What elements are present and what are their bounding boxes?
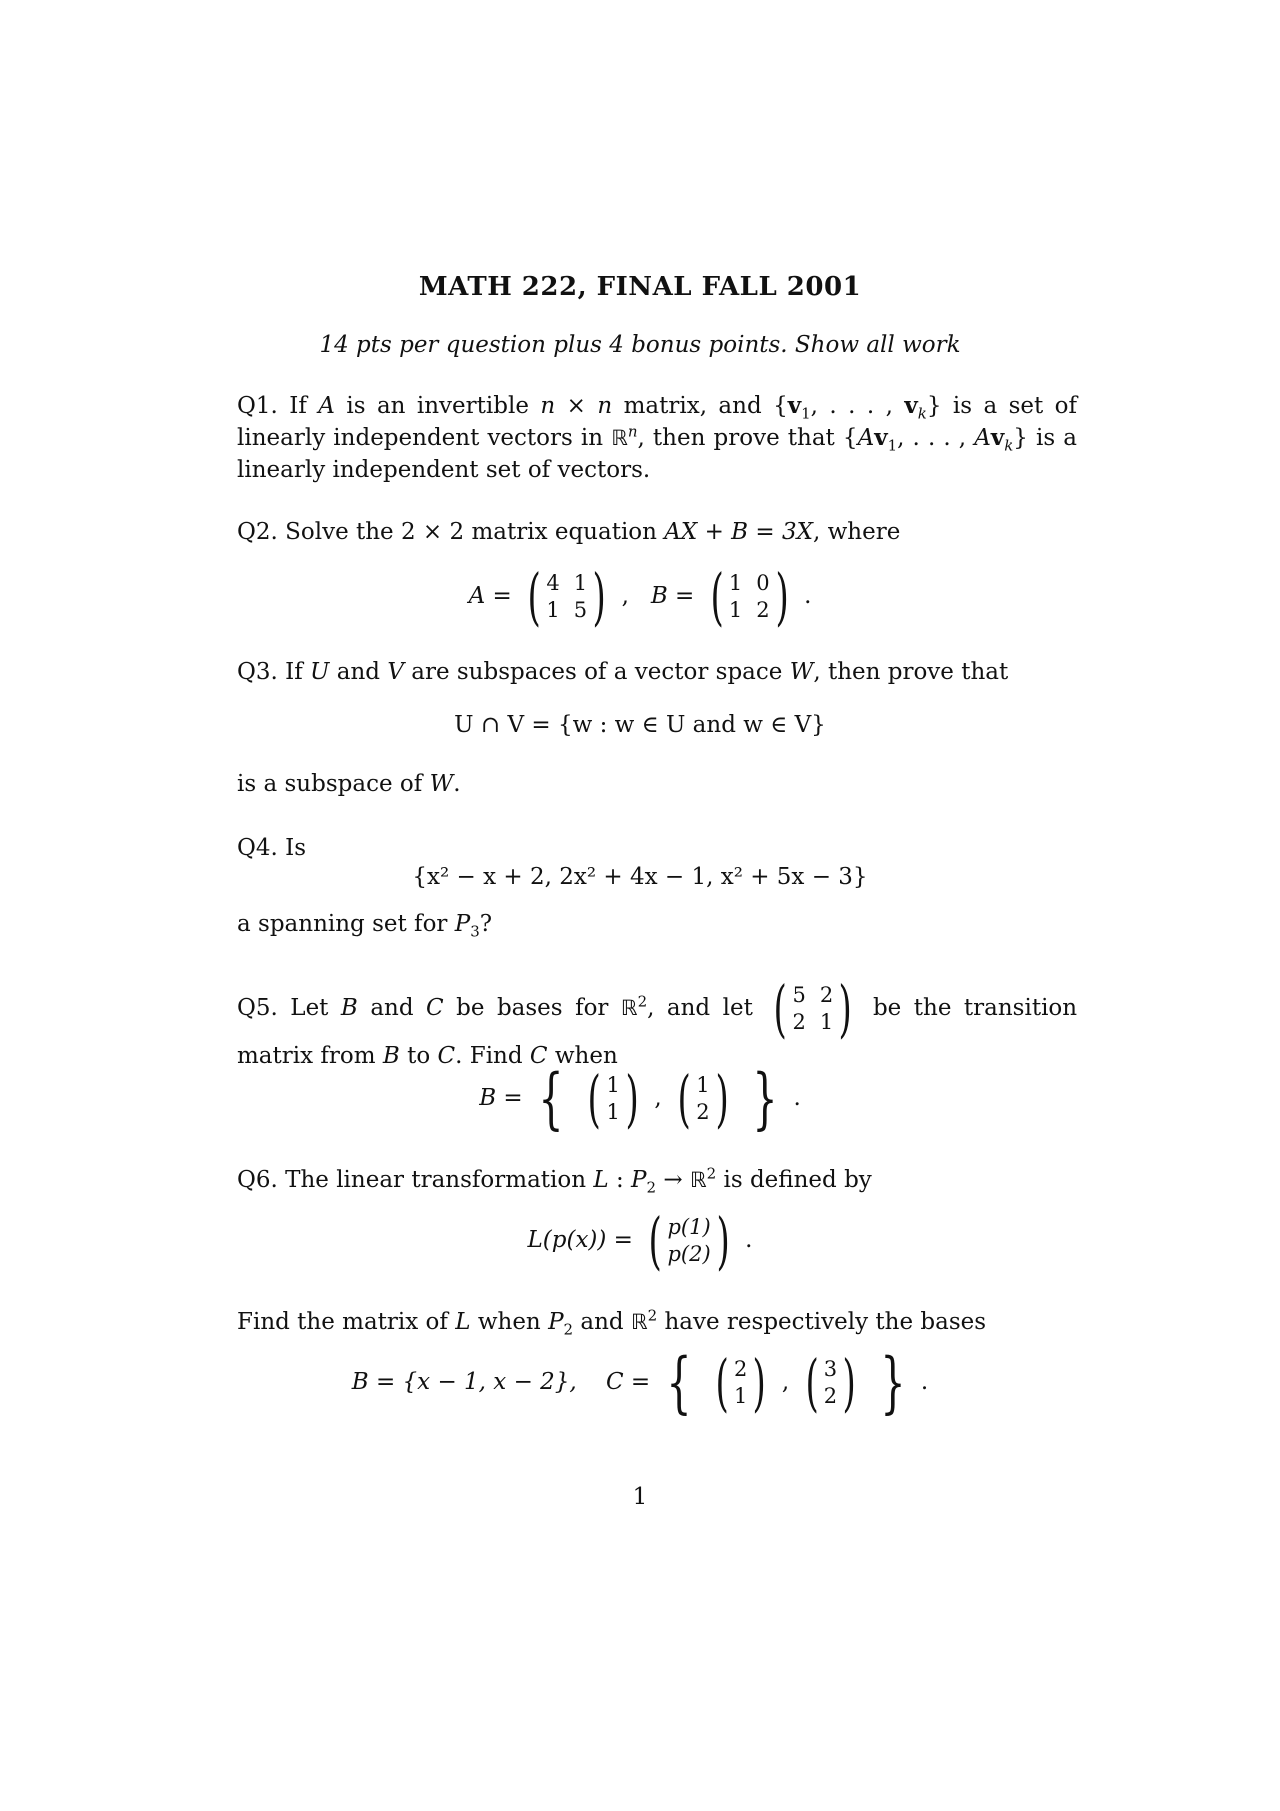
q6-label: Q6. bbox=[237, 1167, 278, 1193]
q5-label: Q5. bbox=[237, 995, 278, 1021]
matrix-b: ( 1 0 1 2 ) bbox=[710, 560, 789, 633]
q5-basis-b: B = { ( 1 1 ) , ( 1 2 ) } . bbox=[479, 1060, 801, 1137]
q2-label: Q2. bbox=[237, 519, 278, 545]
q3-set-definition: U ∩ V = {w : w ∈ U and w ∈ V} bbox=[454, 712, 826, 738]
q2-matrices: A = ( 4 1 1 5 ) , B = ( 1 0 1 2 ) . bbox=[468, 560, 812, 633]
q1-label: Q1. bbox=[237, 393, 278, 419]
q4-label: Q4. bbox=[237, 835, 278, 861]
question-1: Q1. If A is an invertible n × n matrix, and {$v_1$, . . . , $v_k$} is a set of linearly independent vectors in ℝ$^n$, then prove that {$Av_1$, . . . , $Av_k$} is a linearly independent set of vectors. bbox=[237, 392, 1078, 483]
question-4: Q4. Is bbox=[237, 835, 307, 861]
page-title: MATH 222, FINAL FALL 2001 bbox=[418, 272, 862, 302]
question-6: Q6. The linear transformation L : $P_2$ → ℝ$^2$ is defined by bbox=[237, 1164, 872, 1197]
matrix-a: ( 4 1 1 5 ) bbox=[527, 560, 606, 633]
q6-map-definition: L(p(x)) = ( p(1) p(2) ) . bbox=[527, 1204, 753, 1277]
page-subtitle: 14 pts per question plus 4 bonus points. Show all work bbox=[319, 332, 961, 358]
page-number: 1 bbox=[632, 1484, 648, 1510]
q3-label: Q3. bbox=[237, 659, 278, 685]
transition-matrix: ( 5 2 2 1 ) bbox=[773, 972, 853, 1045]
q6-question: Find the matrix of L when $P_2$ and ℝ$^2$ have respectively the bases bbox=[237, 1306, 987, 1339]
q4-question-end: a spanning set for $P_3$? bbox=[237, 911, 493, 941]
q4-polynomial-set: {x² − x + 2, 2x² + 4x − 1, x² + 5x − 3} bbox=[412, 864, 868, 890]
question-5: Q5. Let B and C be bases for ℝ$^2$, and let ( 5 2 2 1 ) be the transition matrix from B to C. Find C when bbox=[237, 972, 1078, 1069]
q3-conclusion: is a subspace of W. bbox=[237, 771, 461, 797]
question-3: Q3. If U and V are subspaces of a vector space W, then prove that bbox=[237, 659, 1009, 685]
q6-bases: B = {x − 1, x − 2}, C = { ( 2 1 ) , ( 3 2 ) } . bbox=[351, 1344, 929, 1421]
question-2: Q2. Solve the 2 × 2 matrix equation AX + B = 3X, where bbox=[237, 519, 901, 545]
